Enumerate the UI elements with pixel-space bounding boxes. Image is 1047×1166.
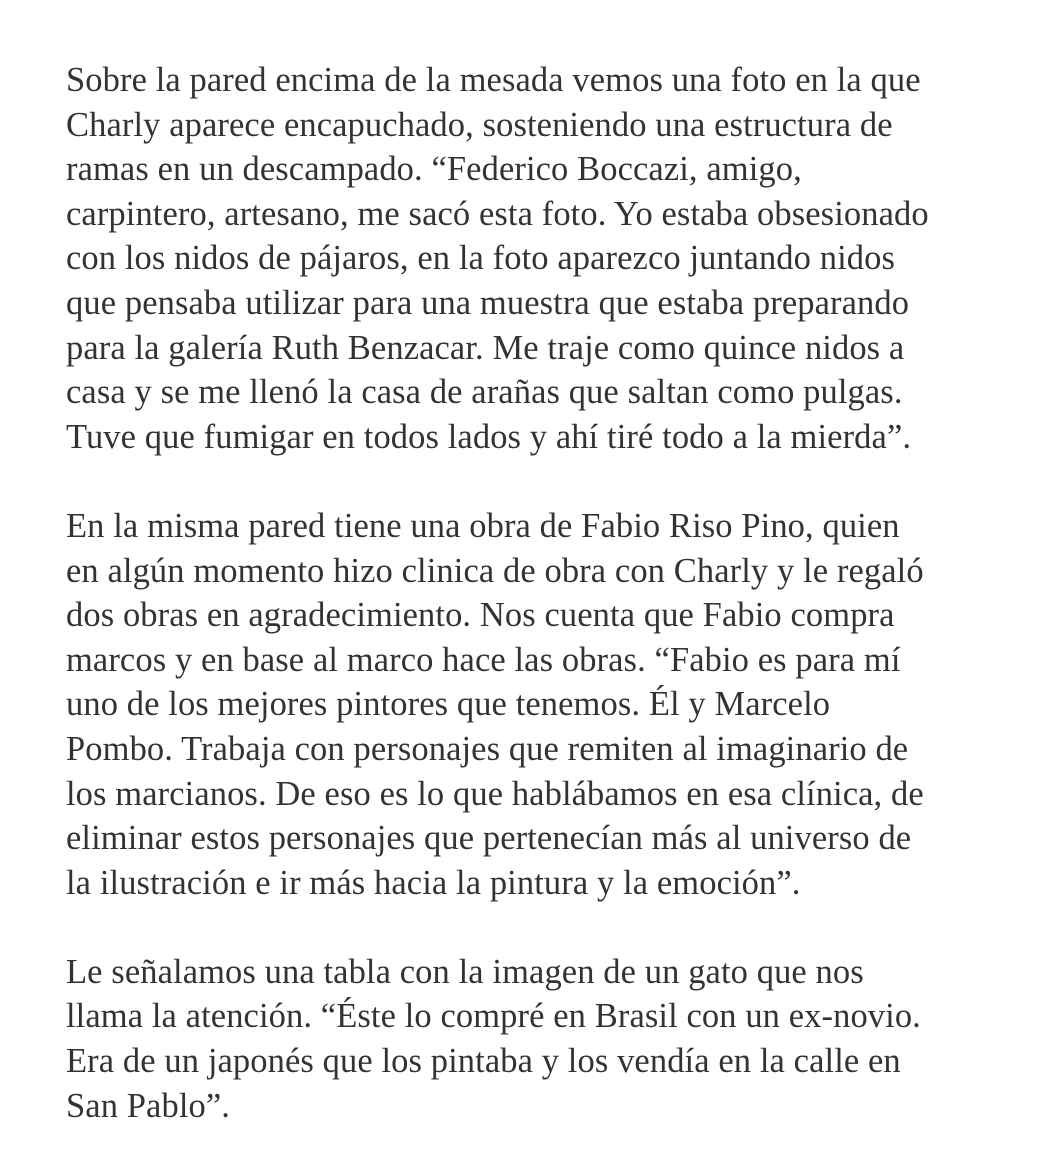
text-line: Le señalamos una tabla con la imagen de un gato que nos	[66, 952, 864, 991]
paragraph-3	[66, 950, 1006, 1128]
text-line: Sobre la pared encima de la mesada vemos una foto en la que	[66, 61, 921, 99]
text-line: los marcianos. De eso es lo que hablábamos en esa clínica, de	[66, 774, 924, 813]
text-line: para la galería Ruth Benzacar. Me traje como quince nidos a	[66, 328, 905, 367]
article-body	[66, 58, 1006, 1128]
text-line: Charly aparece encapuchado, sosteniendo una estructura de	[66, 105, 893, 144]
text-line: Tuve que fumigar en todos lados y ahí tiré todo a la mierda”.	[66, 417, 912, 456]
text-line: Pombo. Trabaja con personajes que remiten al imaginario de	[66, 729, 909, 768]
text-line: dos obras en agradecimiento. Nos cuenta que Fabio compra	[66, 596, 895, 635]
text-line: uno de los mejores pintores que tenemos. Él y Marcelo	[66, 685, 831, 724]
text-line: En la misma pared tiene una obra de Fabio Riso Pino, quien	[66, 506, 900, 545]
text-line: casa y se me llenó la casa de arañas que saltan como pulgas.	[66, 373, 903, 412]
paragraph-1	[66, 58, 1006, 459]
text-line: carpintero, artesano, me sacó esta foto. Yo estaba obsesionado	[66, 194, 929, 233]
text-line: Era de un japonés que los pintaba y los vendía en la calle en	[66, 1042, 901, 1081]
text-line: ramas en un descampado. “Federico Boccazi, amigo,	[66, 150, 802, 189]
text-line: San Pablo”.	[66, 1086, 230, 1125]
text-line: con los nidos de pájaros, en la foto aparezco juntando nidos	[66, 239, 895, 278]
paragraph-2	[66, 504, 1006, 905]
text-line: que pensaba utilizar para una muestra que estaba preparando	[66, 283, 910, 322]
text-line: la ilustración e ir más hacia la pintura y la emoción”.	[66, 863, 801, 902]
text-line: en algún momento hizo clinica de obra con Charly y le regaló	[66, 551, 924, 590]
text-line: llama la atención. “Éste lo compré en Brasil con un ex-novio.	[66, 997, 921, 1036]
text-line: marcos y en base al marco hace las obras. “Fabio es para mí	[66, 640, 901, 679]
text-line: eliminar estos personajes que pertenecían más al universo de	[66, 819, 912, 858]
